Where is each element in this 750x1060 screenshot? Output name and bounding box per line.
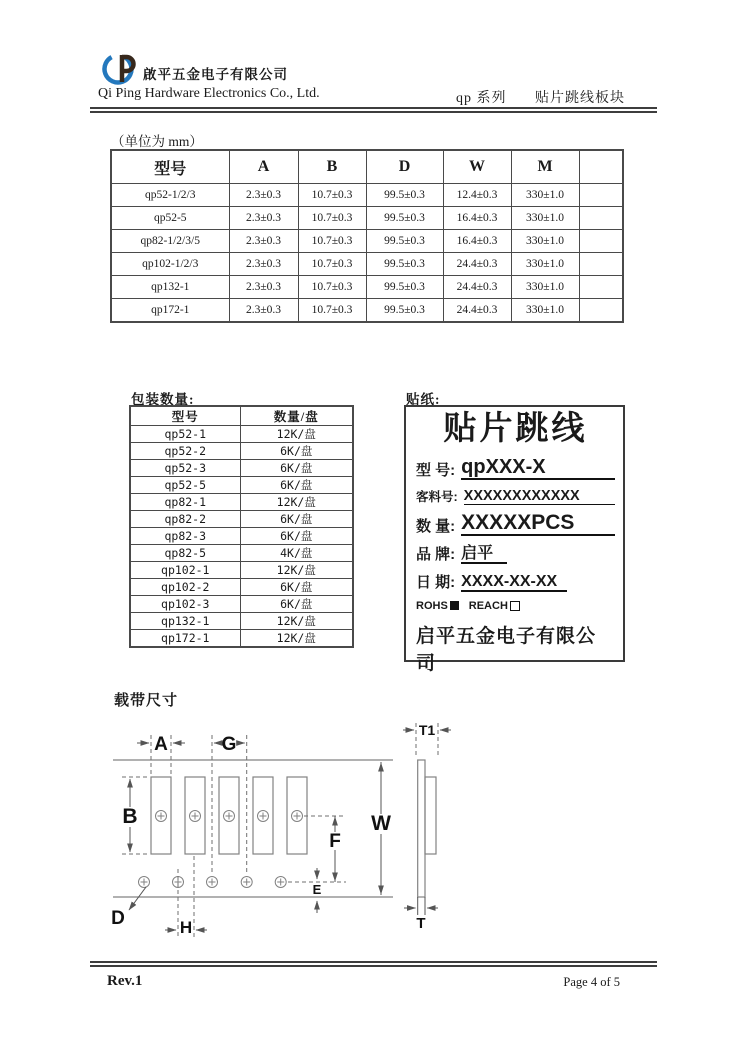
table-row xyxy=(130,511,353,528)
spec-cell-empty xyxy=(579,299,623,323)
carrier-tape-diagram xyxy=(100,713,460,953)
table-row xyxy=(130,460,353,477)
company-name-cn: 啟平五金电子有限公司 xyxy=(143,67,288,82)
rohs-checked-box xyxy=(450,601,459,610)
field-label: 日 期: xyxy=(416,574,456,592)
pack-cell: 4K/盘 xyxy=(240,545,353,562)
revision-label: Rev.1 xyxy=(107,973,143,989)
pack-cell: 12K/盘 xyxy=(240,426,353,443)
dim-label-t: T xyxy=(416,915,426,932)
pack-cell: 6K/盘 xyxy=(240,596,353,613)
table-row xyxy=(130,426,353,443)
compliance-row xyxy=(416,600,615,612)
spec-cell: 10.7±0.3 xyxy=(298,230,366,253)
field-label: 数 量: xyxy=(416,518,456,536)
table-row xyxy=(130,494,353,511)
spec-cell: 16.4±0.3 xyxy=(443,230,511,253)
dim-label-g: G xyxy=(221,734,237,755)
pack-cell: qp52-3 xyxy=(130,460,240,477)
spec-cell: 330±1.0 xyxy=(511,276,579,299)
spec-cell: 99.5±0.3 xyxy=(366,299,443,323)
series-title: qp 系列 xyxy=(456,91,507,106)
reach-unchecked-box xyxy=(510,601,520,611)
pack-cell: 6K/盘 xyxy=(240,477,353,494)
spec-col-m: M xyxy=(511,150,579,184)
table-row xyxy=(111,299,623,323)
table-row xyxy=(111,184,623,207)
field-value: qpXXX-X xyxy=(461,457,615,480)
packaging-header-row xyxy=(130,406,353,426)
spec-cell: 2.3±0.3 xyxy=(229,184,298,207)
label-backers xyxy=(119,807,393,935)
table-row xyxy=(130,579,353,596)
company-name-en: Qi Ping Hardware Electronics Co., Ltd. xyxy=(98,86,320,101)
units-note: （单位为 mm） xyxy=(111,134,203,149)
pack-cell: qp82-1 xyxy=(130,494,240,511)
spec-cell: 16.4±0.3 xyxy=(443,207,511,230)
table-row xyxy=(130,630,353,648)
pack-cell: 6K/盘 xyxy=(240,579,353,596)
spec-cell: 2.3±0.3 xyxy=(229,230,298,253)
spec-cell: 24.4±0.3 xyxy=(443,299,511,323)
company-logo-icon xyxy=(101,45,143,91)
dim-label-h: H xyxy=(179,918,193,937)
field-label: 客料号: xyxy=(416,490,458,505)
pack-cell: 6K/盘 xyxy=(240,460,353,477)
footer-rule xyxy=(90,961,657,967)
sticker-label-box xyxy=(404,405,625,675)
pocket-center-marks xyxy=(156,811,303,822)
pack-cell: qp52-2 xyxy=(130,443,240,460)
spec-cell: 12.4±0.3 xyxy=(443,184,511,207)
sticker-field-quantity xyxy=(416,512,615,536)
table-row xyxy=(130,613,353,630)
tape-front-view xyxy=(113,760,393,897)
pack-cell: 6K/盘 xyxy=(240,511,353,528)
spec-cell: 10.7±0.3 xyxy=(298,253,366,276)
field-value: 启平 xyxy=(461,546,507,565)
table-row xyxy=(130,443,353,460)
pack-cell: qp172-1 xyxy=(130,630,240,648)
dim-label-f: F xyxy=(329,831,341,852)
rohs-label: ROHS xyxy=(416,600,448,613)
pack-cell: 6K/盘 xyxy=(240,528,353,545)
dim-label-w: W xyxy=(371,812,391,835)
spec-header-row xyxy=(111,150,623,184)
dim-label-e: E xyxy=(312,882,322,897)
spec-cell: qp82-1/2/3/5 xyxy=(111,230,229,253)
table-row xyxy=(111,230,623,253)
reach-label: REACH xyxy=(468,600,508,613)
table-row xyxy=(111,276,623,299)
dim-label-b: B xyxy=(122,805,138,828)
spec-cell: 99.5±0.3 xyxy=(366,253,443,276)
spec-cell: 330±1.0 xyxy=(511,253,579,276)
pack-cell: qp132-1 xyxy=(130,613,240,630)
spec-cell: 99.5±0.3 xyxy=(366,230,443,253)
sticker-field-brand xyxy=(416,543,615,564)
pack-cell: qp102-3 xyxy=(130,596,240,613)
spec-cell: 330±1.0 xyxy=(511,207,579,230)
spec-cell: 99.5±0.3 xyxy=(366,207,443,230)
pack-cell: 6K/盘 xyxy=(240,443,353,460)
pack-cell: qp82-2 xyxy=(130,511,240,528)
spec-cell: 2.3±0.3 xyxy=(229,207,298,230)
spec-cell-empty xyxy=(579,207,623,230)
pack-cell: qp82-3 xyxy=(130,528,240,545)
spec-cell: 2.3±0.3 xyxy=(229,299,298,323)
table-row xyxy=(130,528,353,545)
spec-col-model: 型号 xyxy=(111,150,229,184)
sticker-field-date xyxy=(416,571,615,592)
diagram-title: 载带尺寸 xyxy=(114,693,179,709)
spec-cell: 10.7±0.3 xyxy=(298,207,366,230)
sticker-heading: 贴片跳线 xyxy=(443,411,588,447)
spec-cell: qp172-1 xyxy=(111,299,229,323)
spec-col-a: A xyxy=(229,150,298,184)
spec-cell: 330±1.0 xyxy=(511,230,579,253)
pack-cell: 12K/盘 xyxy=(240,562,353,579)
spec-cell: 10.7±0.3 xyxy=(298,299,366,323)
table-row xyxy=(130,596,353,613)
pack-cell: qp52-1 xyxy=(130,426,240,443)
pack-cell: qp102-2 xyxy=(130,579,240,596)
pack-cell: 12K/盘 xyxy=(240,494,353,511)
dim-label-t1: T1 xyxy=(418,722,436,738)
spec-cell-empty xyxy=(579,276,623,299)
spec-cell: 99.5±0.3 xyxy=(366,184,443,207)
spec-cell-empty xyxy=(579,184,623,207)
spec-cell: 99.5±0.3 xyxy=(366,276,443,299)
spec-cell: 10.7±0.3 xyxy=(298,276,366,299)
spec-cell: 10.7±0.3 xyxy=(298,184,366,207)
tape-side-view xyxy=(418,760,436,897)
pack-cell: qp102-1 xyxy=(130,562,240,579)
table-row xyxy=(130,545,353,562)
spec-table xyxy=(110,149,624,323)
pack-cell: qp52-5 xyxy=(130,477,240,494)
pack-cell: 12K/盘 xyxy=(240,630,353,648)
page-number: Page 4 of 5 xyxy=(563,975,620,989)
spec-cell-empty xyxy=(579,230,623,253)
spec-cell: 24.4±0.3 xyxy=(443,253,511,276)
spec-cell-empty xyxy=(579,253,623,276)
sprocket-holes xyxy=(139,877,287,888)
table-row xyxy=(130,477,353,494)
spec-cell: 330±1.0 xyxy=(511,299,579,323)
table-row xyxy=(111,253,623,276)
product-title: 贴片跳线板块 xyxy=(535,91,625,106)
pack-col-model: 型号 xyxy=(130,406,240,426)
sticker-company: 启平五金电子有限公司 xyxy=(416,626,597,675)
sticker-field-model xyxy=(416,457,615,480)
spec-cell: 2.3±0.3 xyxy=(229,253,298,276)
field-value: XXXX-XX-XX xyxy=(461,574,567,593)
dim-label-d: D xyxy=(111,908,125,929)
spec-cell: 330±1.0 xyxy=(511,184,579,207)
table-row xyxy=(111,207,623,230)
packaging-title: 包装数量: xyxy=(131,392,195,407)
pack-col-qty: 数量/盘 xyxy=(240,406,353,426)
spec-cell: qp102-1/2/3 xyxy=(111,253,229,276)
field-label: 品 牌: xyxy=(416,546,456,564)
packaging-table xyxy=(129,405,354,648)
spec-cell: qp132-1 xyxy=(111,276,229,299)
pack-cell: 12K/盘 xyxy=(240,613,353,630)
sticker-title: 贴纸: xyxy=(406,392,441,407)
spec-col-empty xyxy=(579,150,623,184)
field-label: 型 号: xyxy=(416,462,456,480)
field-value: XXXXXPCS xyxy=(461,512,615,536)
spec-cell: qp52-1/2/3 xyxy=(111,184,229,207)
table-row xyxy=(130,562,353,579)
header-rule xyxy=(90,107,657,113)
dim-label-a: A xyxy=(154,734,168,755)
spec-cell: 2.3±0.3 xyxy=(229,276,298,299)
spec-col-w: W xyxy=(443,150,511,184)
spec-cell: 24.4±0.3 xyxy=(443,276,511,299)
spec-col-d: D xyxy=(366,150,443,184)
pack-cell: qp82-5 xyxy=(130,545,240,562)
spec-cell: qp52-5 xyxy=(111,207,229,230)
sticker-field-customer-no xyxy=(416,487,615,505)
spec-col-b: B xyxy=(298,150,366,184)
field-value: XXXXXXXXXXXX xyxy=(464,489,615,505)
